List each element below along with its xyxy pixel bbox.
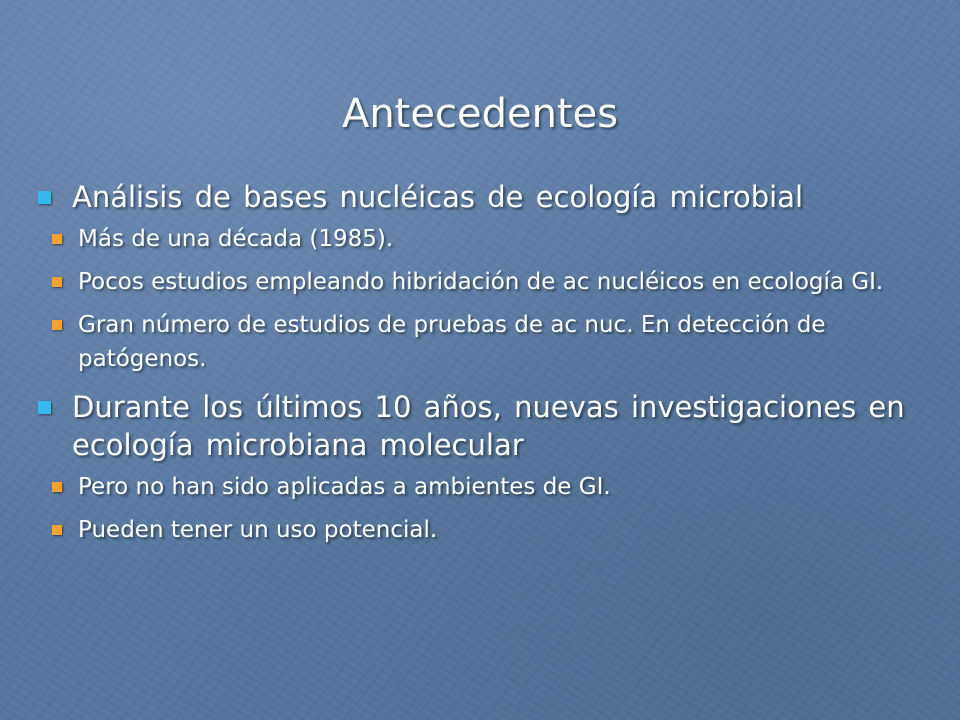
- sub-bullet-text: Pero no han sido aplicadas a ambientes de GI.: [78, 474, 611, 500]
- bullet-item: [36, 388, 936, 464]
- square-bullet-icon: [52, 482, 62, 492]
- square-bullet-icon: [52, 525, 62, 535]
- bullet-text: Análisis de bases nucléicas de ecología microbial: [72, 180, 804, 214]
- square-bullet-icon: [38, 401, 51, 414]
- sub-bullet-item: [36, 513, 936, 547]
- sub-bullet-item: [36, 265, 936, 299]
- square-bullet-icon: [38, 191, 51, 204]
- bullet-list: [36, 178, 936, 556]
- sub-bullet-item: [36, 470, 936, 504]
- square-bullet-icon: [52, 234, 62, 244]
- bullet-item: [36, 178, 936, 216]
- sub-bullet-text: Más de una década (1985).: [78, 226, 394, 252]
- slide-title: Antecedentes: [341, 91, 619, 137]
- square-bullet-icon: [52, 277, 62, 287]
- sub-bullet-list: [36, 222, 936, 376]
- sub-bullet-item: [36, 222, 936, 256]
- bullet-text: Durante los últimos 10 años, nuevas investigaciones en ecología microbiana molecular: [72, 390, 905, 462]
- sub-bullet-item: [36, 308, 936, 376]
- sub-bullet-list: [36, 470, 936, 547]
- sub-bullet-text: Gran número de estudios de pruebas de ac nuc. En detección de patógenos.: [78, 312, 826, 372]
- square-bullet-icon: [52, 320, 62, 330]
- sub-bullet-text: Pueden tener un uso potencial.: [78, 517, 438, 543]
- sub-bullet-text: Pocos estudios empleando hibridación de ac nucléicos en ecología GI.: [78, 269, 884, 295]
